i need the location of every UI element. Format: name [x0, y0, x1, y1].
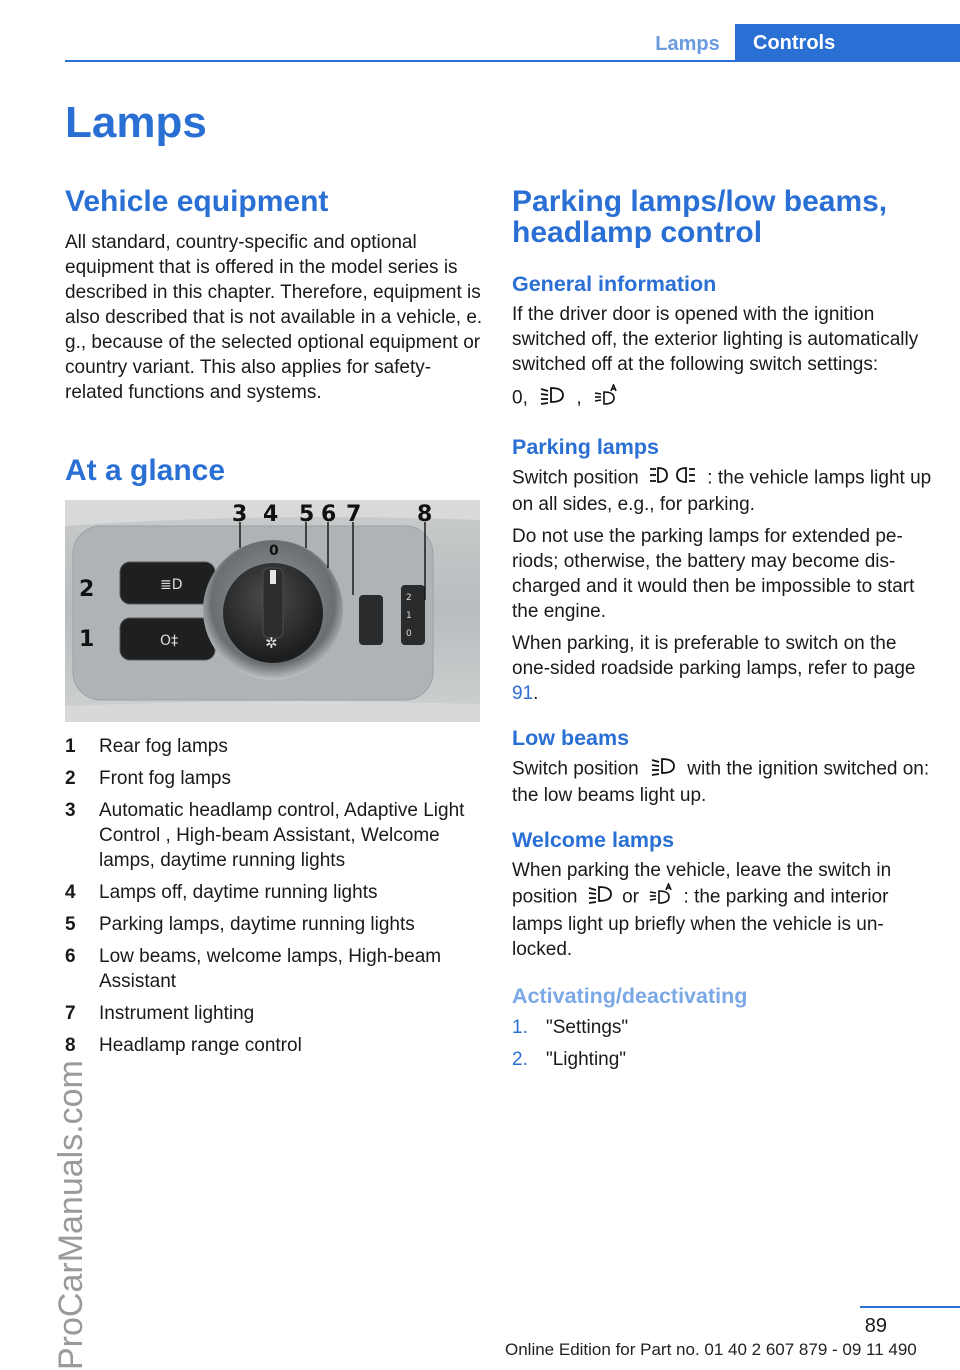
header-section-label: Lamps	[655, 33, 720, 55]
at-a-glance-heading: At a glance	[65, 454, 226, 487]
svg-text:7: 7	[346, 502, 362, 527]
svg-text:1: 1	[79, 627, 95, 652]
legend-text: Low beams, welcome lamps, High-beam Assistant	[99, 946, 442, 992]
legend-text: Parking lamps, daytime running lights	[99, 914, 415, 935]
automatic-headlamp-icon	[593, 384, 619, 413]
parking-text-3a: When parking, it is preferable to switch on the one-sided roadside parking lamps, refer to page	[512, 633, 916, 679]
legend-text: Rear fog lamps	[99, 736, 228, 757]
parking-lamps-heading: Parking lamps	[512, 435, 659, 459]
step-number: 1.	[512, 1017, 528, 1038]
welcome-lamps-heading: Welcome lamps	[512, 828, 675, 852]
edition-note: Online Edition for Part no. 01 40 2 607 879 - 09 11 490	[505, 1340, 917, 1359]
legend-item	[65, 766, 480, 791]
svg-text:1: 1	[406, 611, 412, 621]
step-number: 2.	[512, 1049, 528, 1070]
light-switch-figure	[65, 500, 480, 722]
footer-rule	[860, 1306, 960, 1308]
parking-low-beams-heading: Parking lamps/low beams, headlamp control	[512, 185, 888, 249]
welcome-lamps-text	[512, 858, 937, 962]
low-beams-text-b: with the ignition switched on: the low beams light up.	[512, 758, 930, 806]
header-chapter-tab: Controls	[735, 24, 960, 62]
svg-text:8: 8	[417, 502, 433, 527]
legend-text: Lamps off, daytime running lights	[99, 882, 378, 903]
legend-text: Automatic headlamp control, Adaptive Light Control , High-beam Assistant, Welcome lamps, daytime running lights	[99, 800, 465, 871]
parking-lamps-text-3	[512, 631, 937, 706]
watermark	[4, 520, 90, 1370]
legend-text: Headlamp range control	[99, 1035, 302, 1056]
svg-text:4: 4	[263, 502, 279, 527]
svg-text:2: 2	[406, 593, 412, 603]
low-beam-icon	[650, 756, 676, 783]
step-text: "Lighting"	[546, 1049, 627, 1070]
parking-text-a: Switch position	[512, 467, 639, 489]
svg-text:≣D: ≣D	[160, 577, 183, 593]
legend-item	[65, 798, 480, 873]
general-information-heading: General information	[512, 272, 717, 296]
parking-text-b: : the vehicle lamps light up on all sides, e.g., for parking.	[512, 467, 932, 515]
svg-text:5: 5	[299, 502, 315, 527]
welcome-text-a: When parking the vehicle, leave the switch in position	[512, 860, 892, 908]
header-rule	[65, 60, 960, 62]
low-beam-icon	[539, 385, 565, 412]
welcome-text-or: or	[622, 886, 639, 908]
legend-text: Instrument lighting	[99, 1003, 255, 1024]
legend-item	[65, 912, 480, 937]
figure-legend	[65, 734, 480, 1065]
switch-settings-line	[512, 384, 937, 413]
legend-number: 2	[65, 768, 76, 789]
page-number: 89	[864, 1315, 887, 1337]
vehicle-equipment-heading: Vehicle equipment	[65, 185, 329, 218]
legend-number: 7	[65, 1003, 76, 1024]
low-beams-text-a: Switch position	[512, 758, 639, 780]
legend-item	[65, 1033, 480, 1058]
page-91-link[interactable]: 91	[512, 683, 534, 704]
parking-lamps-icon	[648, 465, 698, 492]
watermark-text: ProCarManuals.com	[52, 1060, 90, 1370]
parking-lamps-text-2: Do not use the parking lamps for extended periods; otherwise, the battery may become discharged and it would then be impossible to start the engine.	[512, 526, 915, 622]
vehicle-equipment-section	[65, 186, 483, 405]
setting-zero: 0,	[512, 387, 528, 409]
activation-steps	[512, 1015, 937, 1072]
legend-text: Front fog lamps	[99, 768, 231, 789]
legend-item	[65, 1001, 480, 1026]
legend-item	[65, 944, 480, 994]
legend-number: 6	[65, 946, 76, 967]
legend-number: 8	[65, 1035, 76, 1056]
step-text: "Settings"	[546, 1017, 629, 1038]
legend-item	[65, 734, 480, 759]
parking-text-3-end: .	[533, 683, 539, 704]
svg-text:0: 0	[406, 629, 412, 639]
svg-text:2: 2	[79, 577, 95, 602]
vehicle-equipment-text: All standard, country-specific and optional equipment that is offered in the model series is described in this chapter. Therefore, equipment is also described that is not available in a vehicle, e. g., because of the selected optional equipment or country variant. This also applies for safety-related functions and systems.	[65, 232, 483, 403]
parking-lamps-text-1	[512, 465, 937, 517]
legend-number: 5	[65, 914, 76, 935]
low-beams-heading: Low beams	[512, 726, 630, 750]
svg-text:O‡: O‡	[160, 633, 179, 649]
step-item	[512, 1047, 937, 1072]
svg-text:6: 6	[321, 502, 337, 527]
automatic-headlamp-icon	[648, 883, 674, 912]
legend-number: 3	[65, 800, 76, 821]
legend-item	[65, 880, 480, 905]
low-beam-icon	[587, 884, 613, 911]
svg-text:✲: ✲	[265, 634, 278, 652]
general-information-text: If the driver door is opened with the ignition switched off, the exterior lighting is automatically switched off at the following switch settings:	[512, 304, 919, 375]
low-beams-text	[512, 756, 937, 808]
activating-heading: Activating/deactivating	[512, 984, 748, 1008]
at-a-glance-heading-wrap	[65, 455, 480, 486]
svg-text:0: 0	[269, 543, 279, 559]
right-column	[512, 186, 937, 1079]
page-title: Lamps	[65, 98, 207, 147]
welcome-text-b: : the parking and interior lamps light up briefly when the vehicle is unlocked.	[512, 886, 889, 960]
legend-number: 1	[65, 736, 76, 757]
settings-comma: ,	[576, 387, 582, 409]
step-item	[512, 1015, 937, 1040]
svg-text:3: 3	[232, 502, 248, 527]
legend-number: 4	[65, 882, 76, 903]
